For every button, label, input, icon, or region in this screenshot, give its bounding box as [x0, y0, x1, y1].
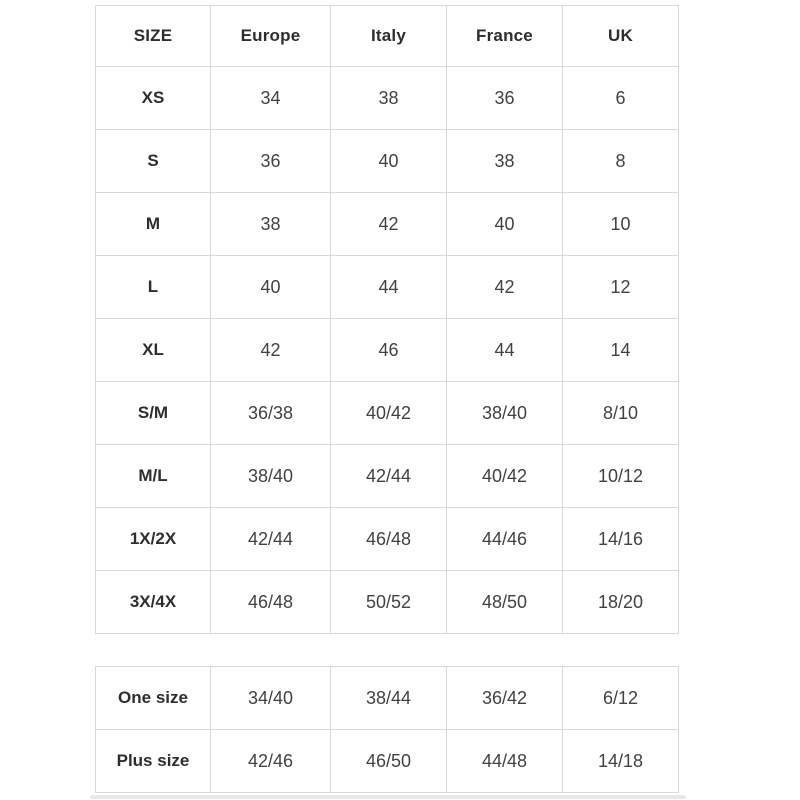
size-value-cell: 42/44	[331, 445, 447, 508]
size-value-cell: 44/46	[447, 508, 563, 571]
size-value-cell: 18/20	[563, 571, 679, 634]
size-value-cell: 44/48	[447, 730, 563, 793]
column-header-size: SIZE	[96, 6, 211, 67]
size-value-cell: 42/44	[211, 508, 331, 571]
size-value-cell: 46/48	[211, 571, 331, 634]
size-value-cell: 14	[563, 319, 679, 382]
size-value-cell: 38/40	[211, 445, 331, 508]
size-value-cell: 34	[211, 67, 331, 130]
size-label-cell: S	[96, 130, 211, 193]
size-value-cell: 38	[447, 130, 563, 193]
table-row	[96, 445, 679, 508]
horizontal-scrollbar[interactable]	[90, 795, 686, 799]
size-label-cell: M	[96, 193, 211, 256]
size-value-cell: 40	[447, 193, 563, 256]
size-value-cell: 36	[211, 130, 331, 193]
table-row	[96, 667, 679, 730]
table-row	[96, 730, 679, 793]
size-value-cell: 8	[563, 130, 679, 193]
table-body	[96, 67, 679, 634]
size-value-cell: 36/42	[447, 667, 563, 730]
table-row	[96, 256, 679, 319]
size-value-cell: 38	[211, 193, 331, 256]
column-header-italy: Italy	[331, 6, 447, 67]
size-label-cell: L	[96, 256, 211, 319]
table-row	[96, 508, 679, 571]
table-header	[96, 6, 679, 67]
size-label-cell: XL	[96, 319, 211, 382]
size-label-cell: One size	[96, 667, 211, 730]
size-value-cell: 40	[331, 130, 447, 193]
column-header-europe: Europe	[211, 6, 331, 67]
size-value-cell: 46/48	[331, 508, 447, 571]
size-value-cell: 6/12	[563, 667, 679, 730]
table-row	[96, 319, 679, 382]
table-row	[96, 130, 679, 193]
size-value-cell: 8/10	[563, 382, 679, 445]
table-row	[96, 571, 679, 634]
size-value-cell: 6	[563, 67, 679, 130]
size-value-cell: 40/42	[331, 382, 447, 445]
size-conversion-table	[95, 5, 679, 634]
size-label-cell: XS	[96, 67, 211, 130]
header-row	[96, 6, 679, 67]
size-value-cell: 48/50	[447, 571, 563, 634]
size-label-cell: M/L	[96, 445, 211, 508]
size-value-cell: 34/40	[211, 667, 331, 730]
size-value-cell: 10	[563, 193, 679, 256]
size-value-cell: 40/42	[447, 445, 563, 508]
table-row	[96, 193, 679, 256]
size-value-cell: 38/40	[447, 382, 563, 445]
size-value-cell: 36	[447, 67, 563, 130]
table-row	[96, 382, 679, 445]
size-value-cell: 36/38	[211, 382, 331, 445]
size-value-cell: 40	[211, 256, 331, 319]
size-value-cell: 14/16	[563, 508, 679, 571]
size-value-cell: 44	[331, 256, 447, 319]
size-value-cell: 44	[447, 319, 563, 382]
size-value-cell: 38/44	[331, 667, 447, 730]
size-value-cell: 42	[447, 256, 563, 319]
size-value-cell: 42	[211, 319, 331, 382]
size-label-cell: Plus size	[96, 730, 211, 793]
special-table-body	[96, 667, 679, 793]
size-value-cell: 42	[331, 193, 447, 256]
table-row	[96, 67, 679, 130]
special-sizes-table	[95, 666, 679, 793]
size-value-cell: 12	[563, 256, 679, 319]
size-value-cell: 46	[331, 319, 447, 382]
size-label-cell: S/M	[96, 382, 211, 445]
size-value-cell: 46/50	[331, 730, 447, 793]
column-header-france: France	[447, 6, 563, 67]
size-label-cell: 1X/2X	[96, 508, 211, 571]
size-value-cell: 14/18	[563, 730, 679, 793]
size-value-cell: 10/12	[563, 445, 679, 508]
size-value-cell: 50/52	[331, 571, 447, 634]
size-label-cell: 3X/4X	[96, 571, 211, 634]
size-value-cell: 38	[331, 67, 447, 130]
size-value-cell: 42/46	[211, 730, 331, 793]
column-header-uk: UK	[563, 6, 679, 67]
